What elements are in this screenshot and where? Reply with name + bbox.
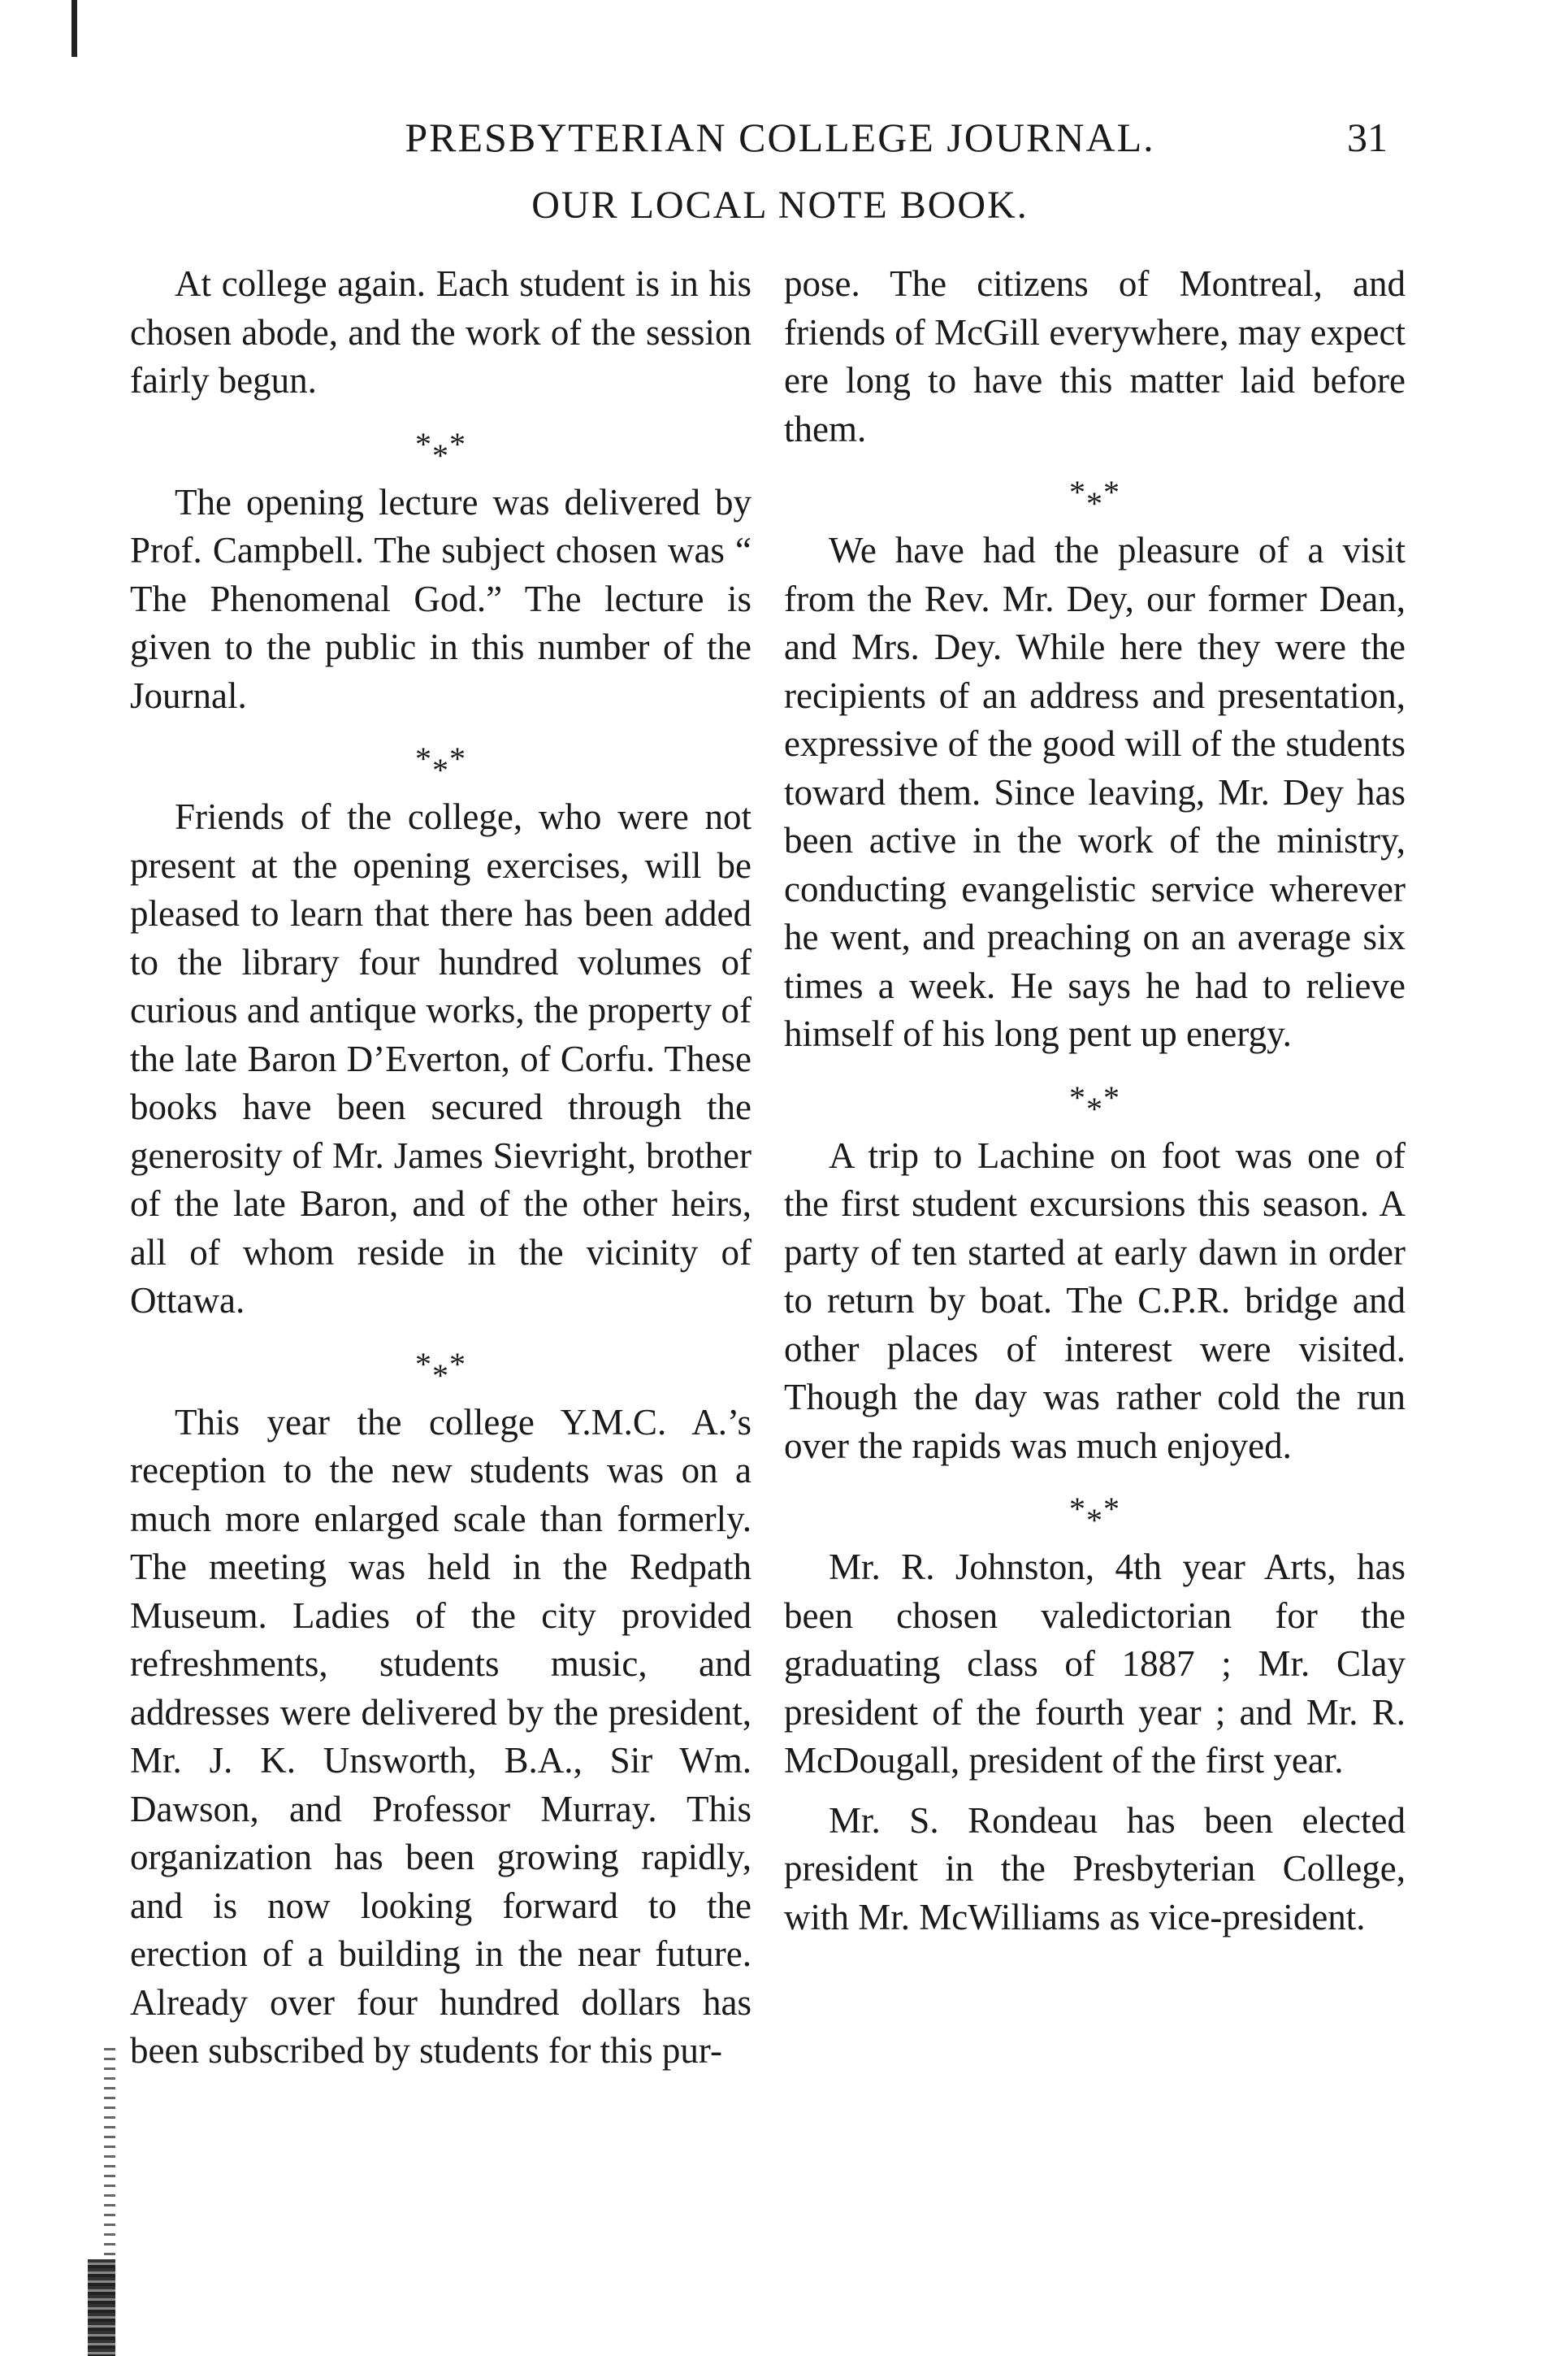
paragraph-ymca-reception: This year the college Y.M.C. A.’s reception to the new students was on a much more enlarged scale than formerly. The meeting was held in the Redpath Museum. Ladies of the city provided refreshments, students music, and addresses were delivered by the president, Mr. J. K. Unsworth, B.A., Sir Wm. Dawson, and Professor Murray. This organization has been growing rapidly, and is now looking forward to the erection of a building in the near future. Already over four hundred dollars has been subscribed by students for this pur-: [130, 1401, 752, 2071]
asterism-separator: ***: [1069, 1078, 1120, 1127]
asterism-separator: ***: [415, 425, 466, 474]
asterism-separator: ***: [415, 740, 466, 788]
paragraph-library-donation: Friends of the college, who were not present at the opening exercises, will be pleased to learn that there has been added to the library four hundred volumes of curious and antique works, the property of the late Baron D’Everton, of Corfu. These books have been secured through the generosity of Mr. James Sievright, brother of the late Baron, and of the other heirs, all of whom reside in the vicinity of Ottawa.: [130, 796, 752, 1321]
paragraph-dey-visit: We have had the pleasure of a visit from the Rev. Mr. Dey, our former Dean, and Mrs. Dey. While here they were the recipients of an address and presentation, expressive of the good will of the students toward them. Since leaving, Mr. Dey has been active in the work of the ministry, conducting evangelistic service wherever he went, and preaching on an average six times a week. He says he had to relieve himself of his long pent up energy.: [784, 530, 1406, 1054]
binding-edge-bottom: [88, 2259, 115, 2356]
paragraph-lachine-trip: A trip to Lachine on foot was one of the first student excursions this season. A party of ten started at early dawn in order to return by boat. The C.P.R. bridge and other places of interest were visited. Though the day was rather cold the run over the rapids was much enjoyed.: [784, 1135, 1406, 1466]
asterism-separator: ***: [415, 1345, 466, 1394]
section-title: OUR LOCAL NOTE BOOK.: [531, 184, 1029, 227]
asterism-separator: ***: [1069, 1490, 1120, 1538]
running-title: PRESBYTERIAN COLLEGE JOURNAL.: [405, 115, 1155, 160]
page-number: 31: [1347, 115, 1388, 160]
paragraph-opening-lecture: The opening lecture was delivered by Prof. Campbell. The subject chosen was “ The Phenomenal God.” The lecture is given to the public in this number of the Journal.: [130, 481, 752, 716]
paragraph-ymca-continued: pose. The citizens of Montreal, and friends of McGill everywhere, may expect ere long to have this matter laid before them.: [784, 263, 1406, 449]
binding-mark-top: [71, 0, 77, 57]
paragraph-rondeau-elected: Mr. S. Rondeau has been elected president in the Presbyterian College, with Mr. McWilliams as vice-president.: [784, 1799, 1406, 1937]
binding-edge-dots: [104, 2048, 115, 2259]
paragraph-college-again: At college again. Each student is in his chosen abode, and the work of the session fairly begun.: [130, 263, 752, 401]
paragraph-valedictorian: Mr. R. Johnston, 4th year Arts, has been chosen valedictorian for the graduating class of 1887 ; Mr. Clay president of the fourth year ; and Mr. R. McDougall, president of the first year.: [784, 1547, 1406, 1781]
asterism-separator: ***: [1069, 474, 1120, 522]
right-column: [784, 260, 1406, 1942]
left-column: [130, 260, 752, 2076]
